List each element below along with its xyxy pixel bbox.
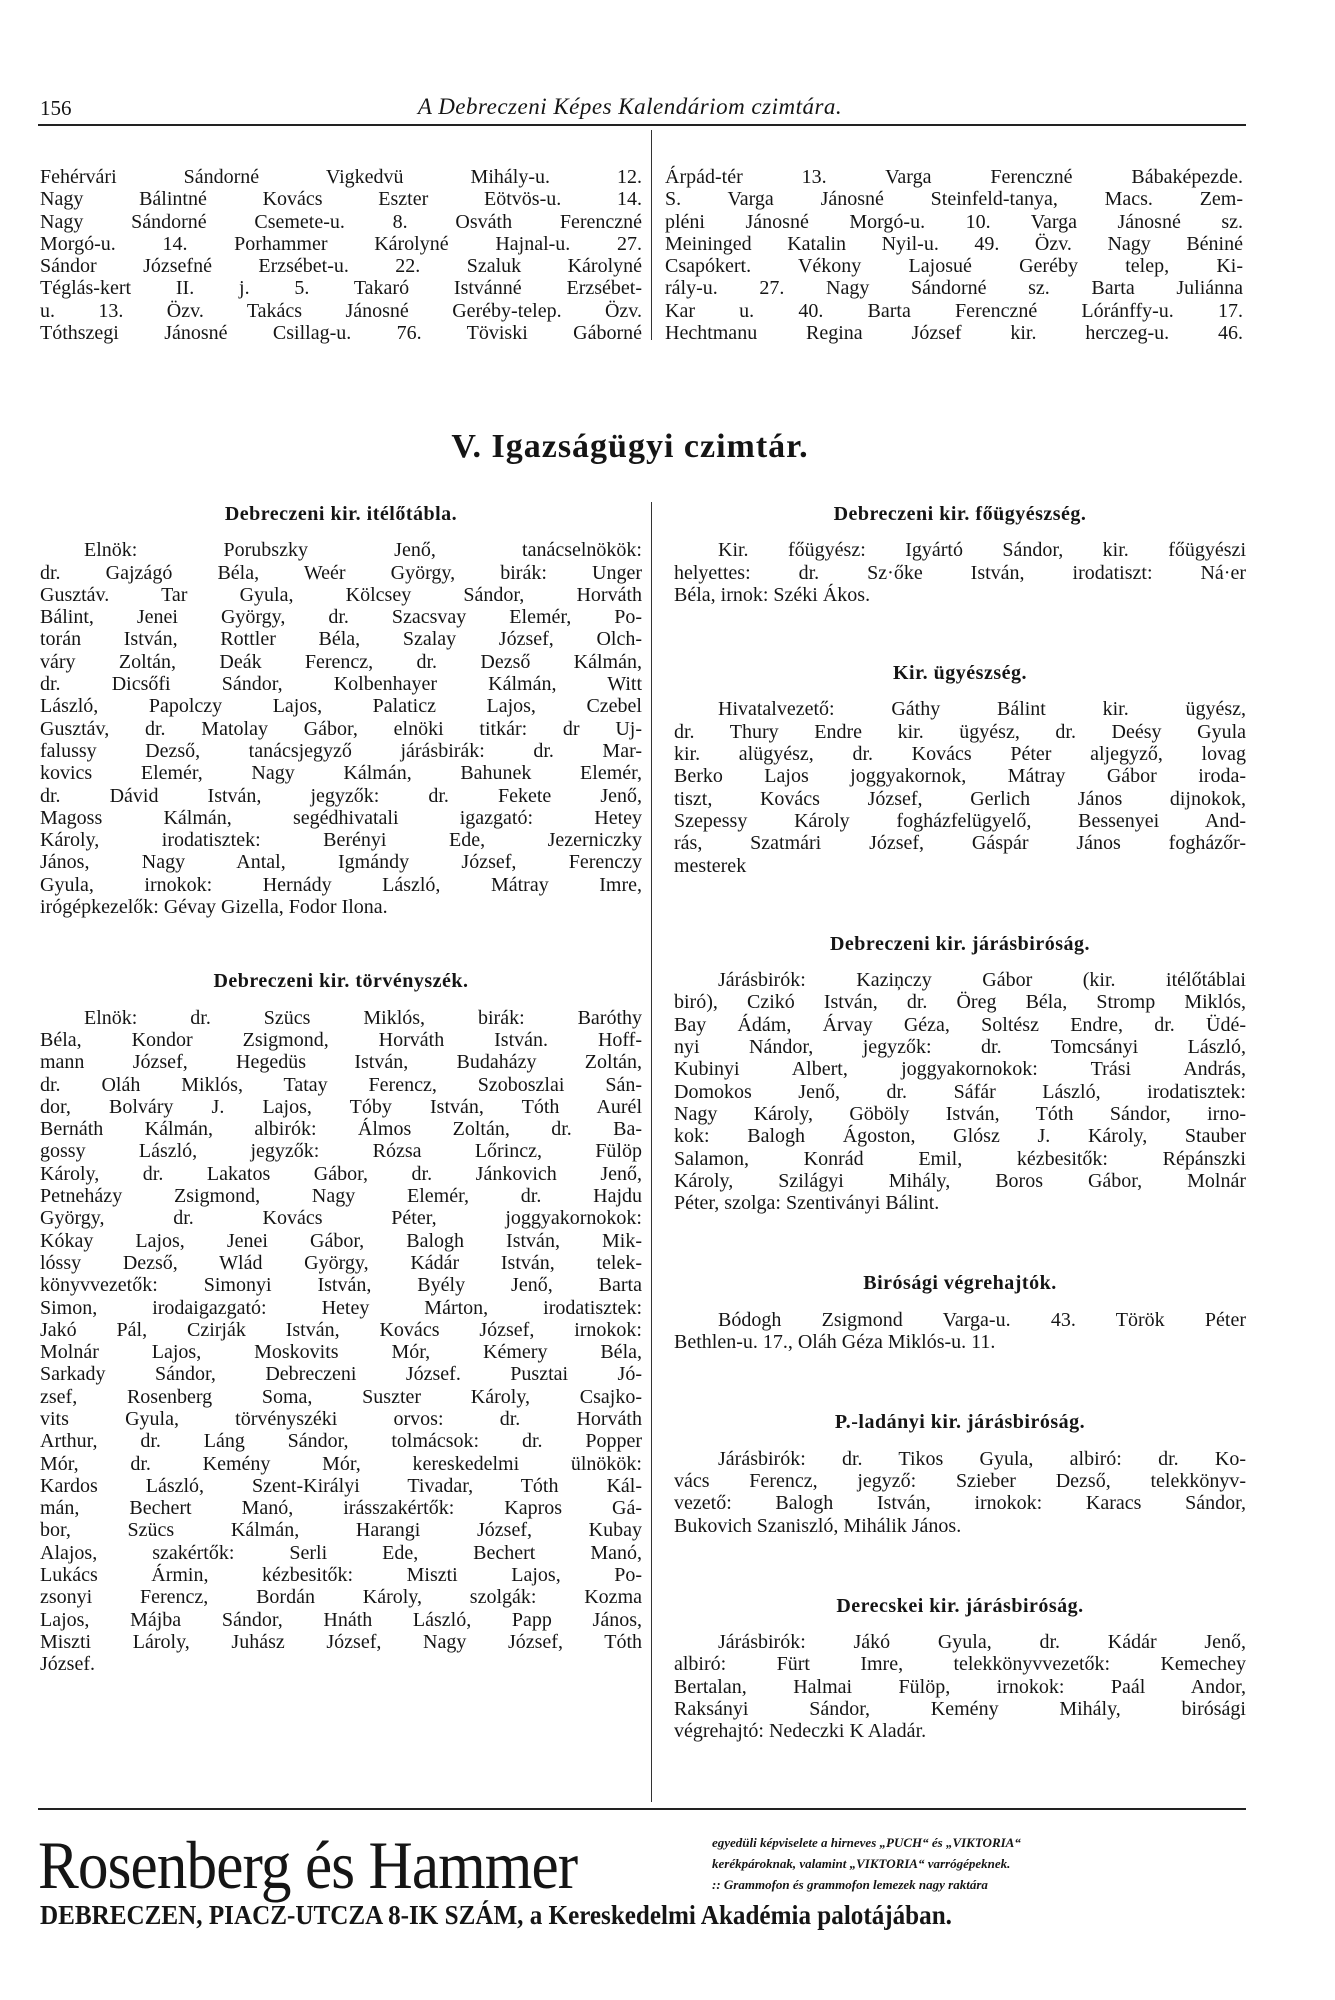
text-line: Béla, Kondor Zsigmond, Horváth István. Hoff-	[40, 1028, 642, 1051]
text-line: Nagy Károly, Göböly István, Tóth Sándor, irno-	[674, 1102, 1246, 1125]
text-line: György, dr. Kovács Péter, joggyakornokok:	[40, 1207, 642, 1230]
text-line: Károly, irodatisztek: Berényi Ede, Jezerniczky	[40, 829, 642, 852]
text-line: Mór, dr. Kemény Mór, kereskedelmi ülnökök:	[40, 1452, 642, 1475]
text-line: Sarkady Sándor, Debreczeni József. Pusztai Jó-	[40, 1363, 642, 1386]
text-line: dr. Dicsőfi Sándor, Kolbenhayer Kálmán, Witt	[40, 673, 642, 696]
column-divider	[651, 502, 652, 1802]
text-line: rás, Szatmári József, Gáspár János fogházőr-	[674, 832, 1246, 855]
text-line: Szepessy Károly fogházfelügyelő, Bessenyei And-	[674, 809, 1246, 832]
text-line: Elnök: dr. Szücs Miklós, birák: Baróthy	[84, 1006, 642, 1029]
section-body	[674, 698, 1246, 876]
page-number: 156	[40, 96, 72, 120]
ad-firm-name: Rosenberg és Hammer	[38, 1827, 578, 1903]
text-line: mesterek	[674, 854, 747, 877]
text-line: Bukovich Szaniszló, Mihálik János.	[674, 1514, 962, 1537]
text-line: Fehérvári Sándorné Vigkedvü Mihály-u. 12.	[40, 166, 642, 188]
directory-section	[674, 1272, 1246, 1353]
text-line: u. 13. Özv. Takács Jánosné Geréby-telep. Özv.	[40, 299, 642, 322]
text-line: Péter, szolga: Szentiványi Bálint.	[674, 1192, 940, 1215]
text-line: Sándor Józsefné Erzsébet-u. 22. Szaluk Károlyné	[40, 255, 642, 278]
ad-side-line: :: Grammofon és grammofon lemezek nagy raktára	[712, 1877, 988, 1892]
text-line: dr. Oláh Miklós, Tatay Ferencz, Szoboszlai Sán-	[40, 1073, 642, 1096]
text-line: Károly, dr. Lakatos Gábor, dr. Jánkovich Jenő,	[40, 1162, 642, 1185]
header-rule	[38, 124, 1246, 126]
top-right-column	[665, 166, 1243, 344]
text-line: Gusztáv. Tar Gyula, Kölcsey Sándor, Horváth	[40, 583, 642, 606]
text-line: vács Ferencz, jegyző: Szieber Dezső, telekkönyv-	[674, 1469, 1246, 1492]
text-line: mán, Bechert Manó, irásszakértők: Kapros Gá-	[40, 1497, 642, 1520]
text-line: végrehajtó: Nedeczki K Aladár.	[674, 1720, 927, 1743]
text-line: dr. Dávid István, jegyzők: dr. Fekete Jenő,	[40, 784, 642, 807]
section-body	[674, 1309, 1246, 1354]
text-line: Járásbirók: Jákó Gyula, dr. Kádár Jenő,	[718, 1631, 1246, 1654]
text-line: bor, Szücs Kálmán, Harangi József, Kubay	[40, 1519, 642, 1542]
text-line: mann József, Hegedüs István, Budaházy Zoltán,	[40, 1051, 642, 1074]
text-line: Raksányi Sándor, Kemény Mihály, birósági	[674, 1697, 1246, 1720]
text-line: Lukács Ármin, kézbesitők: Miszti Lajos, Po-	[40, 1564, 642, 1587]
text-line: vits Gyula, törvényszéki orvos: dr. Horváth	[40, 1407, 642, 1430]
text-line: Kardos László, Szent-Királyi Tivadar, Tóth Kál-	[40, 1474, 642, 1497]
text-line: zsonyi Ferencz, Bordán Károly, szolgák: Kozma	[40, 1586, 642, 1609]
text-line: Járásbirók: Kaziņczy Gábor (kir. itélőtáblai	[718, 969, 1246, 992]
text-line: Bálint, Jenei György, dr. Szacsvay Elemér, Po-	[40, 606, 642, 629]
text-line: Domokos Jenő, dr. Sáfár László, irodatisztek:	[674, 1080, 1246, 1103]
text-line: Hechtmanu Regina József kir. herczeg-u. 46.	[665, 322, 1243, 345]
section-heading: P.-ladányi kir. járásbiróság.	[834, 1411, 1086, 1434]
text-line: Csapókert. Vékony Lajosué Geréby telep, Ki-	[665, 255, 1243, 278]
text-line: Kir. főügyész: Igyártó Sándor, kir. főügyészi	[718, 539, 1246, 562]
text-line: Salamon, Konrád Emil, kézbesitők: Répánszki	[674, 1147, 1246, 1170]
text-line: albiró: Fürt Imre, telekkönyvvezetők: Kemechey	[674, 1653, 1246, 1676]
text-line: Molnár Lajos, Moskovits Mór, Kémery Béla,	[40, 1341, 642, 1364]
text-line: János, Nagy Antal, Igmándy József, Ferenczy	[40, 851, 642, 874]
text-line: falussy Dezső, tanácsjegyző járásbirák: dr. Mar-	[40, 739, 642, 762]
text-line: torán István, Rottler Béla, Szalay József, Olch-	[40, 628, 642, 651]
directory-section	[674, 1411, 1246, 1536]
section-body	[674, 1631, 1246, 1742]
text-line: Bernáth Kálmán, albirók: Álmos Zoltán, dr. Ba-	[40, 1118, 642, 1141]
text-line: Károly, Szilágyi Mihály, Boros Gábor, Molnár	[674, 1169, 1246, 1192]
text-line: Bethlen-u. 17., Oláh Géza Miklós-u. 11.	[674, 1331, 996, 1354]
text-line: Téglás-kert II. j. 5. Takaró Istvánné Erzsébet-	[40, 277, 642, 300]
text-line: gossy László, jegyzők: Rózsa Lőrincz, Fülöp	[40, 1140, 642, 1163]
text-line: irógépkezelők: Gévay Gizella, Fodor Ilona.	[40, 896, 388, 919]
text-line: Morgó-u. 14. Porhammer Károlyné Hajnal-u. 27.	[40, 232, 642, 255]
text-line: S. Varga Jánosné Steinfeld-tanya, Macs. Zem-	[665, 188, 1243, 211]
right-column	[674, 503, 1246, 1743]
section-heading: Debreczeni kir. főügyészség.	[833, 503, 1087, 525]
running-title: A Debreczeni Képes Kalendáriom czimtára.	[417, 94, 843, 119]
text-line: biró), Czikó István, dr. Öreg Béla, Stromp Miklós,	[674, 991, 1246, 1014]
text-line: Bay Ádám, Árvay Géza, Soltész Endre, dr. Üdé-	[674, 1013, 1246, 1036]
section-heading: Kir. ügyészség.	[893, 662, 1027, 685]
text-line: Petneházy Zsigmond, Nagy Elemér, dr. Hajdu	[40, 1185, 642, 1208]
left-column	[40, 503, 642, 1676]
text-line: Kar u. 40. Barta Ferenczné Lóránffy-u. 17.	[665, 299, 1243, 322]
section-body	[40, 539, 642, 918]
text-line: Nagy Bálintné Kovács Eszter Eötvös-u. 14.	[40, 188, 642, 211]
text-line: rály-u. 27. Nagy Sándorné sz. Barta Juliánna	[665, 277, 1243, 300]
text-line: Simon, irodaigazgató: Hetey Márton, irodatisztek:	[40, 1296, 642, 1319]
text-line: dr. Gajzágó Béla, Weér György, birák: Unger	[40, 561, 642, 584]
directory-section	[674, 503, 1246, 606]
text-line: Gyula, irnokok: Hernády László, Mátray Imre,	[40, 873, 642, 896]
ad-side-line: egyedüli képviselete a hirneves „PUCH“ és „VIKTORIA“	[712, 1835, 1021, 1850]
text-line: Lajos, Májba Sándor, Hnáth László, Papp János,	[40, 1608, 642, 1631]
text-line: Kubinyi Albert, joggyakornokok: Trási András,	[674, 1058, 1246, 1081]
section-body	[40, 1007, 642, 1676]
text-line: kok: Balogh Ágoston, Glósz J. Károly, Stauber	[674, 1125, 1246, 1148]
section-body	[674, 539, 1246, 606]
top-left-column	[40, 166, 642, 344]
section-body	[674, 969, 1246, 1214]
section-body	[674, 1448, 1246, 1537]
text-line: könyvvezetők: Simonyi István, Byély Jenő, Barta	[40, 1274, 642, 1297]
ad-side-text	[712, 1832, 1021, 1895]
text-line: tiszt, Kovács József, Gerlich János dijnokok,	[674, 787, 1246, 810]
text-line: vezető: Balogh István, irnokok: Karacs Sándor,	[674, 1492, 1246, 1515]
text-line: Meininged Katalin Nyil-u. 49. Özv. Nagy Béniné	[665, 232, 1243, 255]
text-line: Alajos, szakértők: Serli Ede, Bechert Manó,	[40, 1541, 642, 1564]
text-line: lóssy Dezső, Wlád György, Kádár István, telek-	[40, 1251, 642, 1274]
text-line: Elnök: Porubszky Jenő, tanácselnökök:	[84, 539, 642, 562]
text-line: Bertalan, Halmai Fülöp, irnokok: Paál Andor,	[674, 1675, 1246, 1698]
text-line: Árpád-tér 13. Varga Ferenczné Bábaképezde.	[665, 166, 1243, 188]
text-line: József.	[40, 1653, 95, 1676]
directory-section	[674, 1595, 1246, 1743]
text-line: dr. Thury Endre kir. ügyész, dr. Deésy Gyula	[674, 720, 1246, 743]
text-line: Berko Lajos joggyakornok, Mátray Gábor iroda-	[674, 765, 1246, 788]
text-line: dor, Bolváry J. Lajos, Tóby István, Tóth Aurél	[40, 1095, 642, 1118]
ad-address: DEBRECZEN, PIACZ-UTCZA 8-IK SZÁM, a Kereskedelmi Akadémia palotájában.	[40, 1900, 952, 1930]
text-line: Hivatalvezető: Gáthy Bálint kir. ügyész,	[718, 698, 1246, 721]
section-heading: Debreczeni kir. itélőtábla.	[224, 503, 458, 525]
section-heading: Birósági végrehajtók.	[863, 1272, 1057, 1295]
text-line: pléni Jánosné Morgó-u. 10. Varga Jánosné sz.	[665, 210, 1243, 233]
directory-section	[40, 503, 642, 918]
text-line: helyettes: dr. Sz·őke István, irodatiszt: Ná·er	[674, 561, 1246, 584]
text-line: Jakó Pál, Czirják István, Kovács József, irnokok:	[40, 1318, 642, 1341]
text-line: Nagy Sándorné Csemete-u. 8. Osváth Ferenczné	[40, 210, 642, 233]
ad-side-line: kerékpároknak, valamint „VIKTORIA“ varrógépeknek.	[712, 1856, 1011, 1871]
directory-section	[674, 662, 1246, 877]
text-line: Bódogh Zsigmond Varga-u. 43. Török Péter	[718, 1308, 1246, 1331]
section-heading: Derecskei kir. járásbiróság.	[836, 1594, 1084, 1617]
text-line: zsef, Rosenberg Soma, Suszter Károly, Csajko-	[40, 1385, 642, 1408]
directory-section	[674, 933, 1246, 1215]
text-line: Gusztáv, dr. Matolay Gábor, elnöki titkár: dr Uj-	[40, 717, 642, 740]
text-line: Magoss Kálmán, segédhivatali igazgató: Hetey	[40, 806, 642, 829]
text-line: nyi Nándor, jegyzők: dr. Tomcsányi László,	[674, 1036, 1246, 1059]
text-line: váry Zoltán, Deák Ferencz, dr. Dezső Kálmán,	[40, 650, 642, 673]
column-divider	[651, 130, 652, 340]
text-line: Miszti Lároly, Juhász József, Nagy József, Tóth	[40, 1630, 642, 1653]
section-heading: Debreczeni kir. törvényszék.	[213, 970, 469, 993]
footer-rule	[38, 1808, 1246, 1810]
text-line: kovics Elemér, Nagy Kálmán, Bahunek Elemér,	[40, 762, 642, 785]
text-line: Béla, irnok: Széki Ákos.	[674, 583, 871, 606]
text-line: László, Papolczy Lajos, Palaticz Lajos, Czebel	[40, 695, 642, 718]
directory-section	[40, 970, 642, 1675]
section-title: V. Igazságügyi czimtár.	[451, 428, 809, 465]
text-line: Tóthszegi Jánosné Csillag-u. 76. Töviski Gáborné	[40, 322, 642, 345]
text-line: Járásbirók: dr. Tikos Gyula, albiró: dr. Ko-	[718, 1447, 1246, 1470]
text-line: kir. alügyész, dr. Kovács Péter aljegyző, lovag	[674, 743, 1246, 766]
text-line: Kókay Lajos, Jenei Gábor, Balogh István, Mik-	[40, 1229, 642, 1252]
text-line: Arthur, dr. Láng Sándor, tolmácsok: dr. Popper	[40, 1430, 642, 1453]
section-heading: Debreczeni kir. járásbiróság.	[829, 932, 1091, 955]
